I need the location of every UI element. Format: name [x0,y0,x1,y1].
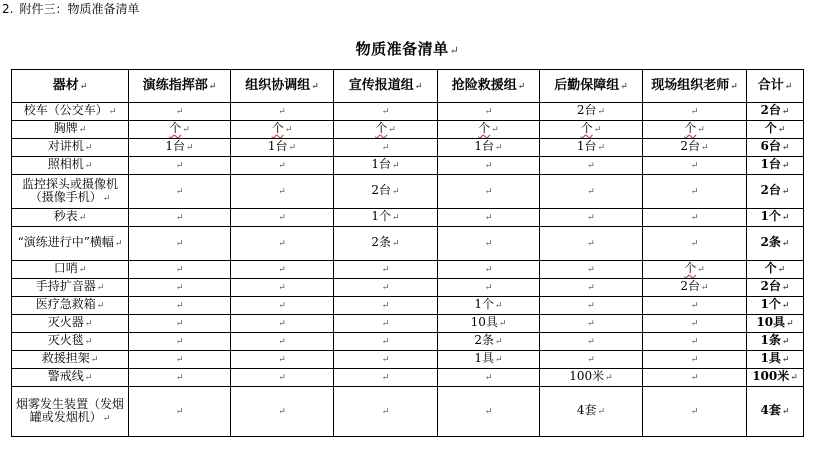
item-name-cell: 胸牌↵ [12,121,129,139]
paragraph-mark-icon: ↵ [278,337,286,347]
column-header: 现场组织老师↵ [643,70,747,103]
paragraph-mark-icon: ↵ [781,161,790,171]
paragraph-mark-icon: ↵ [587,161,595,171]
quantity-cell [438,157,540,175]
quantity-cell [231,297,334,315]
quantity-cell [129,387,231,437]
paragraph-mark-icon: ↵ [690,407,699,417]
paragraph-mark-icon: ↵ [84,161,93,171]
paragraph-mark-icon: ↵ [781,407,790,417]
paragraph-mark-icon: ↵ [690,161,699,171]
quantity-cell [231,333,334,351]
item-name-cell: 手持扩音器↵ [12,279,129,297]
quantity-cell [231,315,334,333]
quantity-cell [231,175,334,209]
paragraph-mark-icon: ↵ [96,301,105,311]
quantity-cell: 个↵ [540,121,643,139]
quantity-cell [643,387,747,437]
paragraph-mark-icon: ↵ [777,125,786,135]
quantity-cell: 2台↵ [540,103,643,121]
quantity-cell [334,139,438,157]
paragraph-mark-icon: ↵ [484,407,493,417]
quantity-cell [540,157,643,175]
paragraph-mark-icon: ↵ [102,193,111,204]
paragraph-mark-icon: ↵ [484,161,493,171]
column-header: 演练指挥部↵ [129,70,231,103]
quantity-cell [129,297,231,315]
quantity-cell: 1具↵ [438,351,540,369]
paragraph-mark-icon: ↵ [175,319,184,329]
total-cell: 10具↵ [747,315,804,333]
item-name-cell: 口哨↵ [12,261,129,279]
quantity-cell: 2台↵ [643,279,747,297]
paragraph-mark-icon: ↵ [777,265,786,275]
total-cell: 1个↵ [747,297,804,315]
paragraph-mark-icon: ↵ [690,337,699,347]
paragraph-mark-icon: ↵ [84,373,93,383]
quantity-cell [129,369,231,387]
paragraph-mark-icon: ↵ [278,301,286,311]
paragraph-mark-icon: ↵ [381,107,390,117]
paragraph-mark-icon: ↵ [690,239,699,249]
quantity-cell [643,351,747,369]
paragraph-mark-icon: ↵ [790,373,798,383]
paragraph-mark-icon: ↵ [781,283,790,293]
quantity-cell: 2条↵ [334,227,438,261]
quantity-cell [643,227,747,261]
paragraph-mark-icon: ↵ [175,355,184,365]
paragraph-mark-icon: ↵ [701,283,709,293]
paragraph-mark-icon: ↵ [381,337,390,347]
paragraph-mark-icon: ↵ [278,213,286,223]
paragraph-mark-icon: ↵ [84,337,93,347]
quantity-cell [438,227,540,261]
paragraph-mark-icon: ↵ [484,187,493,197]
quantity-cell [231,261,334,279]
quantity-cell: 10具↵ [438,315,540,333]
paragraph-mark-icon: ↵ [701,143,709,153]
quantity-cell: 1台↵ [129,139,231,157]
quantity-cell: 1台↵ [231,139,334,157]
paragraph-mark-icon: ↵ [484,239,493,249]
paragraph-mark-icon: ↵ [784,81,793,92]
table-row [12,387,804,437]
paragraph-mark-icon: ↵ [114,239,123,249]
total-cell: 2台↵ [747,175,804,209]
materials-table [11,69,804,437]
paragraph-mark-icon: ↵ [690,319,699,329]
total-cell: 2条↵ [747,227,804,261]
paragraph-mark-icon: ↵ [491,125,499,135]
item-name-cell: 救援担架↵ [12,351,129,369]
quantity-cell: 4套↵ [540,387,643,437]
paragraph-mark-icon: ↵ [690,107,699,117]
paragraph-mark-icon: ↵ [587,265,595,275]
paragraph-mark-icon: ↵ [484,107,493,117]
paragraph-mark-icon: ↵ [690,373,699,383]
paragraph-mark-icon: ↵ [175,407,184,417]
paragraph-mark-icon: ↵ [278,265,286,275]
item-name-cell: “演练进行中”横幅↵ [12,227,129,261]
table-row [12,157,804,175]
paragraph-mark-icon: ↵ [278,107,286,117]
paragraph-mark-icon: ↵ [175,373,184,383]
paragraph-mark-icon: ↵ [278,239,286,249]
section-heading [2,0,139,17]
table-body [12,103,804,437]
quantity-cell [540,261,643,279]
heading-text: 附件三：物质准备清单 [19,2,140,16]
quantity-cell [643,297,747,315]
document-title [0,38,815,59]
paragraph-mark-icon: ↵ [587,301,595,311]
paragraph-mark-icon: ↵ [175,161,184,171]
quantity-cell [231,351,334,369]
quantity-cell [540,333,643,351]
paragraph-mark-icon: ↵ [690,355,699,365]
total-cell: 1具↵ [747,351,804,369]
quantity-cell [438,261,540,279]
quantity-cell: 1个↵ [334,209,438,227]
quantity-cell: 个↵ [334,121,438,139]
paragraph-mark-icon: ↵ [288,143,297,153]
item-name-cell: 警戒线↵ [12,369,129,387]
paragraph-mark-icon: ↵ [175,265,184,275]
column-header: 合计↵ [747,70,804,103]
quantity-cell [643,103,747,121]
column-header: 后勤保障组↵ [540,70,643,103]
quantity-cell [231,227,334,261]
quantity-cell [438,209,540,227]
quantity-cell [129,103,231,121]
item-name-cell: 监控探头或摄像机（摄像手机）↵ [12,175,129,209]
paragraph-mark-icon: ↵ [495,301,503,311]
paragraph-mark-icon: ↵ [392,213,400,223]
quantity-cell [129,279,231,297]
paragraph-mark-icon: ↵ [78,125,87,135]
paragraph-mark-icon: ↵ [587,319,595,329]
total-cell: 1台↵ [747,157,804,175]
paragraph-mark-icon: ↵ [781,355,790,365]
quantity-cell: 2台↵ [334,175,438,209]
total-cell: 2台↵ [747,103,804,121]
quantity-cell [334,297,438,315]
table-row [12,139,804,157]
item-name-cell: 灭火器↵ [12,315,129,333]
item-name-cell: 照相机↵ [12,157,129,175]
table-header-row [12,70,804,103]
quantity-cell [540,315,643,333]
paragraph-mark-icon: ↵ [381,265,390,275]
paragraph-mark-icon: ↵ [587,187,595,197]
quantity-cell [643,175,747,209]
quantity-cell [231,209,334,227]
quantity-cell [643,369,747,387]
paragraph-mark-icon: ↵ [175,213,184,223]
paragraph-mark-icon: ↵ [84,319,93,329]
quantity-cell [334,279,438,297]
quantity-cell [129,351,231,369]
table-row [12,227,804,261]
quantity-cell [334,387,438,437]
paragraph-mark-icon: ↵ [79,81,88,92]
paragraph-mark-icon: ↵ [381,373,390,383]
paragraph-mark-icon: ↵ [484,373,493,383]
paragraph-mark-icon: ↵ [175,337,184,347]
table-row [12,351,804,369]
quantity-cell [643,333,747,351]
paragraph-mark-icon: ↵ [278,407,286,417]
total-cell: 100米↵ [747,369,804,387]
paragraph-mark-icon: ↵ [484,213,493,223]
paragraph-mark-icon: ↵ [175,107,184,117]
paragraph-mark-icon: ↵ [697,125,705,135]
paragraph-mark-icon: ↵ [781,213,790,223]
table-row [12,209,804,227]
table-row [12,333,804,351]
paragraph-mark-icon: ↵ [587,213,595,223]
paragraph-mark-icon: ↵ [392,161,400,171]
paragraph-mark-icon: ↵ [311,81,319,92]
quantity-cell [540,279,643,297]
paragraph-mark-icon: ↵ [781,187,790,197]
total-cell: 1个↵ [747,209,804,227]
paragraph-mark-icon: ↵ [593,125,602,135]
document-title-text: 物质准备清单 [355,40,449,58]
paragraph-mark-icon: ↵ [414,81,423,92]
quantity-cell [643,209,747,227]
table-row [12,121,804,139]
paragraph-mark-icon: ↵ [597,107,606,117]
quantity-cell: 个↵ [643,121,747,139]
paragraph-mark-icon: ↵ [108,107,117,117]
paragraph-mark-icon: ↵ [175,239,184,249]
quantity-cell [540,175,643,209]
quantity-cell [643,157,747,175]
quantity-cell [438,387,540,437]
quantity-cell [540,227,643,261]
quantity-cell: 个↵ [438,121,540,139]
item-name-cell: 秒表↵ [12,209,129,227]
quantity-cell [438,279,540,297]
quantity-cell [540,351,643,369]
quantity-cell [643,315,747,333]
table-row [12,315,804,333]
quantity-cell [129,333,231,351]
total-cell: 2台↵ [747,279,804,297]
paragraph-mark-icon: ↵ [278,319,286,329]
paragraph-mark-icon: ↵ [620,81,628,92]
quantity-cell [129,175,231,209]
quantity-cell [334,333,438,351]
quantity-cell [231,369,334,387]
paragraph-mark-icon: ↵ [484,283,493,293]
item-name-cell: 灭火毯↵ [12,333,129,351]
total-cell: 4套↵ [747,387,804,437]
paragraph-mark-icon: ↵ [690,213,699,223]
paragraph-mark-icon: ↵ [587,283,595,293]
paragraph-mark-icon: ↵ [78,265,87,275]
column-header: 器材↵ [12,70,129,103]
total-cell: 1条↵ [747,333,804,351]
quantity-cell [540,297,643,315]
paragraph-mark-icon: ↵ [90,355,99,365]
paragraph-mark-icon: ↵ [495,143,503,153]
total-cell: 个↵ [747,261,804,279]
paragraph-mark-icon: ↵ [484,265,493,275]
paragraph-mark-icon: ↵ [786,319,794,329]
quantity-cell [231,157,334,175]
paragraph-mark-icon: ↵ [102,413,111,424]
paragraph-mark-icon: ↵ [781,143,790,153]
item-name-cell: 医疗急救箱↵ [12,297,129,315]
paragraph-mark-icon: ↵ [84,143,93,153]
paragraph-mark-icon: ↵ [690,301,699,311]
paragraph-mark-icon: ↵ [781,107,790,117]
total-cell: 个↵ [747,121,804,139]
paragraph-mark-icon: ↵ [175,301,184,311]
paragraph-mark-icon: ↵ [182,125,190,135]
quantity-cell: 1台↵ [438,139,540,157]
paragraph-mark-icon: ↵ [278,373,286,383]
paragraph-mark-icon: ↵ [392,187,400,197]
paragraph-mark-icon: ↵ [381,301,390,311]
item-name-cell: 对讲机↵ [12,139,129,157]
quantity-cell [129,261,231,279]
paragraph-mark-icon: ↵ [278,187,286,197]
table-row [12,297,804,315]
table-row [12,279,804,297]
quantity-cell [231,279,334,297]
paragraph-mark-icon: ↵ [587,337,595,347]
quantity-cell: 1台↵ [540,139,643,157]
paragraph-mark-icon: ↵ [605,373,613,383]
quantity-cell [334,351,438,369]
table-row [12,261,804,279]
paragraph-mark-icon: ↵ [78,213,87,223]
column-header: 抢险救援组↵ [438,70,540,103]
table-row [12,369,804,387]
quantity-cell [334,315,438,333]
paragraph-mark-icon: ↵ [175,187,184,197]
table-row [12,103,804,121]
quantity-cell [540,209,643,227]
quantity-cell [438,369,540,387]
quantity-cell [231,387,334,437]
total-cell: 6台↵ [747,139,804,157]
paragraph-mark-icon: ↵ [781,337,790,347]
item-name-cell: 烟雾发生装置（发烟罐或发烟机）↵ [12,387,129,437]
paragraph-mark-icon: ↵ [597,407,606,417]
quantity-cell [129,227,231,261]
column-header: 组织协调组↵ [231,70,334,103]
quantity-cell: 2条↵ [438,333,540,351]
paragraph-mark-icon: ↵ [278,283,286,293]
paragraph-mark-icon: ↵ [381,407,390,417]
table-row [12,175,804,209]
heading-number: 2. [2,2,14,16]
quantity-cell: 1台↵ [334,157,438,175]
quantity-cell: 2台↵ [643,139,747,157]
quantity-cell [438,103,540,121]
quantity-cell: 1个↵ [438,297,540,315]
quantity-cell: 个↵ [129,121,231,139]
paragraph-mark-icon: ↵ [381,283,390,293]
paragraph-mark-icon: ↵ [388,125,396,135]
paragraph-mark-icon: ↵ [495,337,503,347]
paragraph-mark-icon: ↵ [697,265,705,275]
quantity-cell [438,175,540,209]
paragraph-mark-icon: ↵ [781,239,790,249]
paragraph-mark-icon: ↵ [597,143,606,153]
quantity-cell: 个↵ [231,121,334,139]
paragraph-mark-icon: ↵ [587,239,595,249]
paragraph-mark-icon: ↵ [278,355,286,365]
paragraph-mark-icon: ↵ [690,187,699,197]
paragraph-mark-icon: ↵ [449,44,460,57]
quantity-cell: 100米↵ [540,369,643,387]
quantity-cell [334,369,438,387]
paragraph-mark-icon: ↵ [284,125,293,135]
paragraph-mark-icon: ↵ [587,355,595,365]
paragraph-mark-icon: ↵ [392,239,400,249]
paragraph-mark-icon: ↵ [208,81,217,92]
item-name-cell: 校车（公交车）↵ [12,103,129,121]
paragraph-mark-icon: ↵ [517,81,526,92]
paragraph-mark-icon: ↵ [381,143,390,153]
quantity-cell [129,157,231,175]
paragraph-mark-icon: ↵ [381,355,390,365]
paragraph-mark-icon: ↵ [781,301,790,311]
column-header: 宣传报道组↵ [334,70,438,103]
paragraph-mark-icon: ↵ [186,143,194,153]
quantity-cell [334,261,438,279]
paragraph-mark-icon: ↵ [381,319,390,329]
quantity-cell [129,209,231,227]
paragraph-mark-icon: ↵ [498,319,507,329]
quantity-cell [231,103,334,121]
paragraph-mark-icon: ↵ [175,283,184,293]
paragraph-mark-icon: ↵ [730,81,738,92]
paragraph-mark-icon: ↵ [278,161,286,171]
quantity-cell [129,315,231,333]
quantity-cell: 个↵ [643,261,747,279]
paragraph-mark-icon: ↵ [96,283,105,293]
quantity-cell [334,103,438,121]
paragraph-mark-icon: ↵ [495,355,503,365]
